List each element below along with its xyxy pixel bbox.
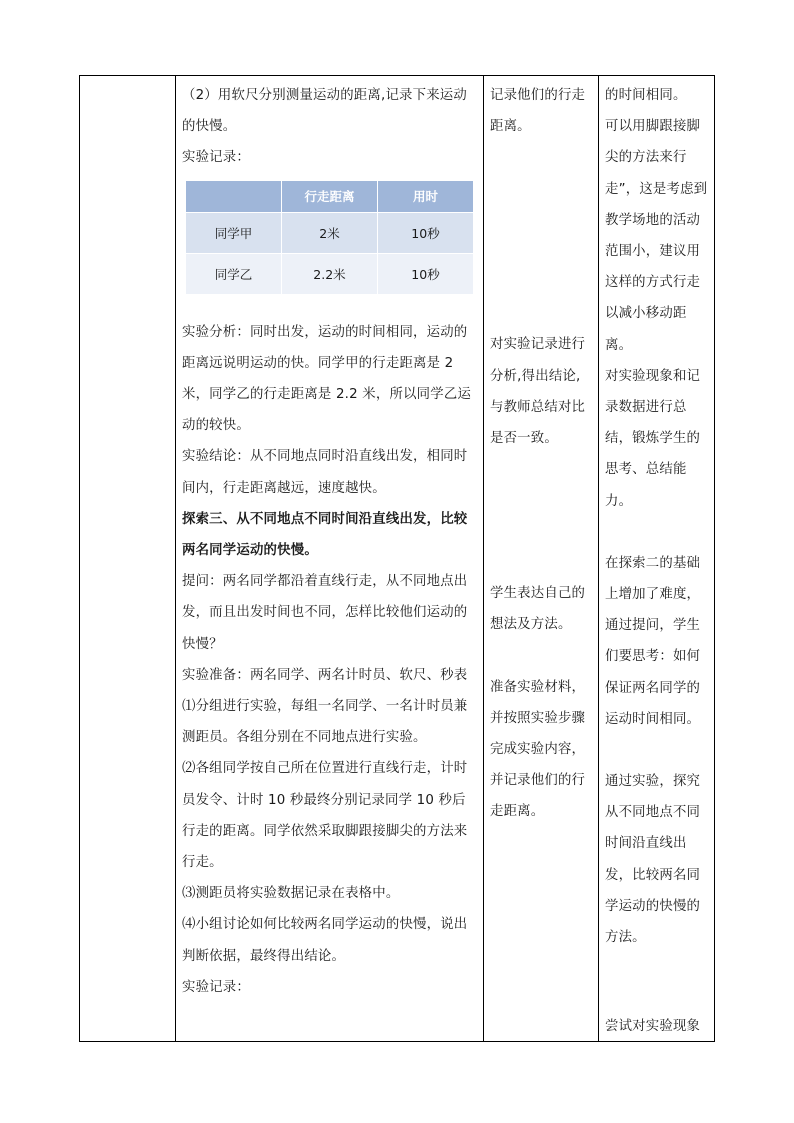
conclusion-text: 实验结论：从不同地点同时沿直线出发，相同时间内，行走距离越远，速度越快。 [182,449,468,496]
preparation-text: 实验准备：两名同学、两名计时员、软尺、秒表 [182,667,468,683]
teaching-process-column [176,76,483,1041]
design-intent-column [599,76,715,1041]
design-intent-text: 尝试对实验现象 [605,1019,701,1034]
record-label: 实验记录： [182,150,250,166]
student-activity-column [484,76,598,1041]
table-header-cell: 行走距离 [282,180,378,212]
student-activity-text: 学生表达自己的想法及方法。 [490,586,586,633]
step-1-text: ⑴分组进行实验，每组一名同学、一名计时员兼测距员。各组分别在不同地点进行实验。 [182,699,468,746]
lesson-table [79,75,715,1042]
table-header-cell [186,180,282,212]
step-3-text: ⑶测距员将实验数据记录在表格中。 [182,886,400,902]
explore-3-heading: 探索三、从不同地点不同时间沿直线出发，比较两名同学运动的快慢。 [182,511,468,559]
student-activity-text: 记录他们的行走距离。 [490,88,586,135]
student-activity-text: 准备实验材料，并按照实验步骤完成实验内容，并记录他们的行走距离。 [490,679,586,820]
step-2-text: （2）用软尺分别测量运动的距离,记录下来运动的快慢。 [182,88,467,135]
student-activity-text: 对实验记录进行分析,得出结论,与教师总结对比是否一致。 [490,337,586,447]
design-intent-text: 可以用脚跟接脚尖的方法来行走”，这是考虑到教学场地的活动范围小，建议用这样的方式行走以减小移动距离。 [605,119,708,353]
table-cell: 同学甲 [186,212,282,253]
table-row [186,212,474,253]
design-intent-text: 通过实验，探究从不同地点不同时间沿直线出发，比较两名同学运动的快慢的方法。 [605,774,701,946]
analysis-text: 实验分析：同时出发，运动的时间相同，运动的距离远说明运动的快。同学甲的行走距离是 2 米，同学乙的行走距离是 2.2 米，所以同学乙运动的较快。 [182,324,472,434]
step-4-text: ⑷小组讨论如何比较两名同学运动的快慢，说出判断依据，最终得出结论。 [182,917,468,964]
table-cell: 同学乙 [186,253,282,294]
experiment-record-table [185,180,474,295]
question-text: 提问：两名同学都沿着直线行走，从不同地点出发，而且出发时间也不同，怎样比较他们运动的快慢？ [182,574,468,652]
table-cell: 10秒 [378,212,474,253]
table-cell: 2.2米 [282,253,378,294]
table-cell: 2米 [282,212,378,253]
table-header-cell: 用时 [378,180,474,212]
table-row [186,253,474,294]
step-2-text: ⑵各组同学按自己所在位置进行直线行走，计时员发令、计时 10 秒最终分别记录同学 10 秒后行走的距离。同学依然采取脚跟接脚尖的方法来行走。 [182,761,468,871]
design-intent-text: 的时间相同。 [605,88,687,103]
table-cell: 10秒 [378,253,474,294]
table-header-row [186,180,474,212]
record-label: 实验记录： [182,979,250,995]
design-intent-text: 对实验现象和记录数据进行总结，锻炼学生的思考、总结能力。 [605,368,701,509]
design-intent-text: 在探索二的基础上增加了难度，通过提问，学生们要思考：如何保证两名同学的运动时间相同。 [605,555,701,727]
